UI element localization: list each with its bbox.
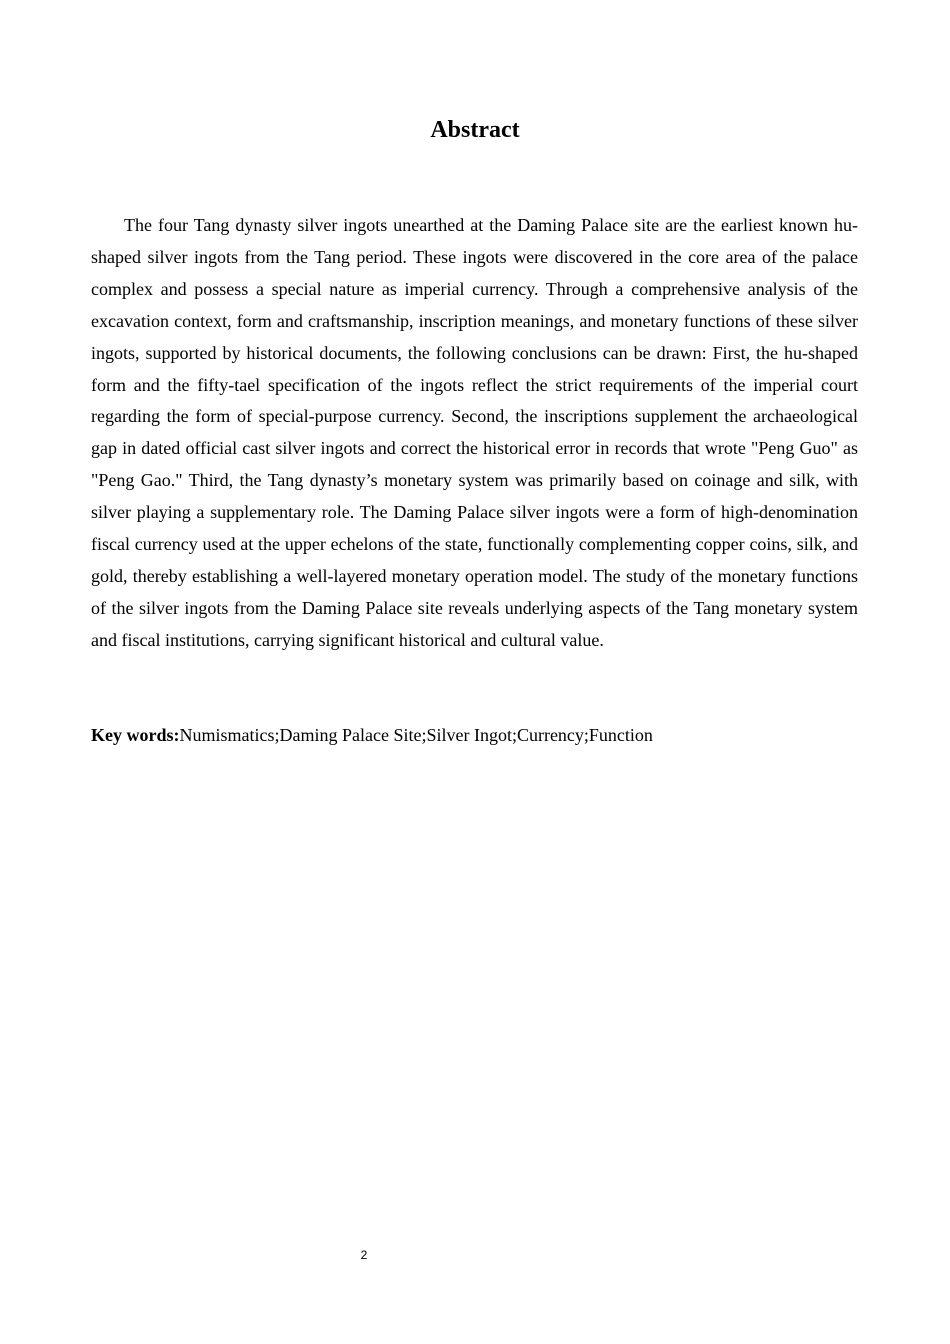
page-title: Abstract xyxy=(430,117,520,143)
keywords-line xyxy=(91,720,858,752)
abstract-paragraph: The four Tang dynasty silver ingots unearthed at the Daming Palace site are the earliest known hu-shaped silver ingots from the Tang period. These ingots were discovered in the core area of the palace complex and possess a special nature as imperial currency. Through a comprehensive analysis of the excavation context, form and craftsmanship, inscription meanings, and monetary functions of these silver ingots, supported by historical documents, the following conclusions can be drawn: First, the hu-shaped form and the fifty-tael specification of the ingots reflect the strict requirements of the imperial court regarding the form of special-purpose currency. Second, the inscriptions supplement the archaeological gap in dated official cast silver ingots and correct the historical error in records that wrote "Peng Guo" as "Peng Gao." Third, the Tang dynasty’s monetary system was primarily based on coinage and silk, with silver playing a supplementary role. The Daming Palace silver ingots were a form of high-denomination fiscal currency used at the upper echelons of the state, functionally complementing copper coins, silk, and gold, thereby establishing a well-layered monetary operation model. The study of the monetary functions of the silver ingots from the Daming Palace site reveals underlying aspects of the Tang monetary system and fiscal institutions, carrying significant historical and cultural value. xyxy=(91,215,858,650)
keywords-value: Numismatics;Daming Palace Site;Silver Ingot;Currency;Function xyxy=(179,725,653,745)
page-number: 2 xyxy=(360,1248,368,1262)
keywords-label: Key words: xyxy=(91,725,180,745)
